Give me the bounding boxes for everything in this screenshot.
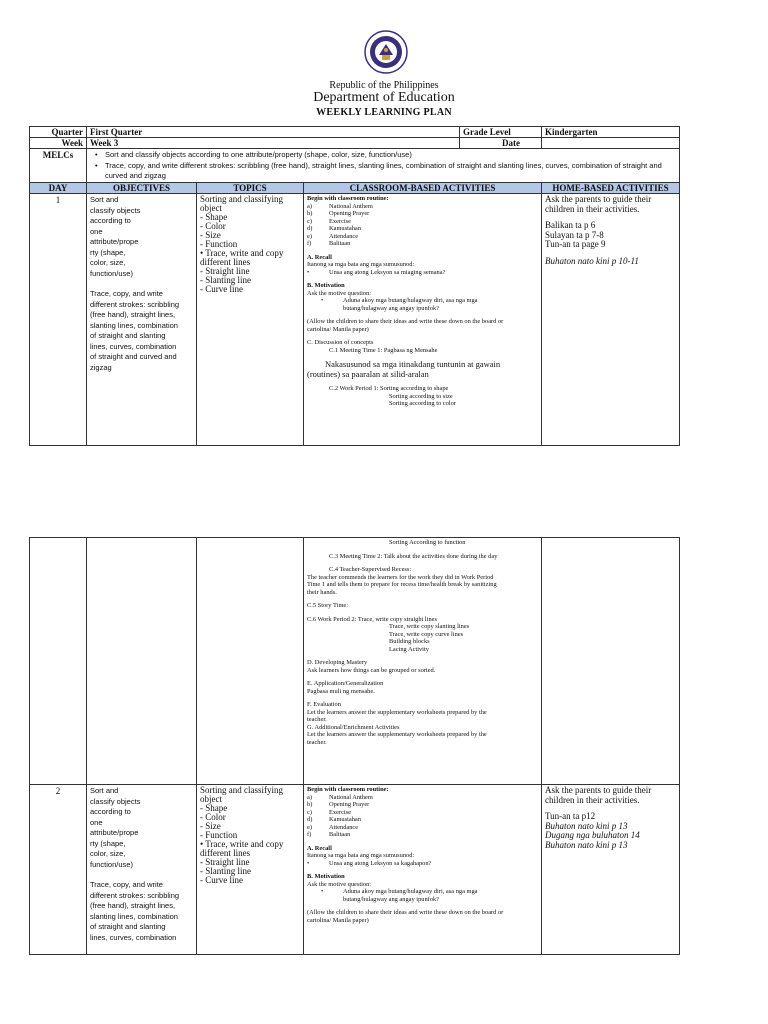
quarter-label: Quarter bbox=[30, 127, 87, 138]
day1-number: 1 bbox=[30, 194, 87, 446]
melcs-label: MELCs bbox=[30, 149, 87, 183]
week-value-cell bbox=[87, 138, 542, 149]
melcs-cell bbox=[87, 149, 680, 183]
melc-item: • Trace, copy, and write different strokes: scribbling (free hand), straight lines, slanting lines, combination of straight and slanting lines, curves, combination of straight and curved and zigzag bbox=[105, 161, 679, 182]
day1-topics: Sorting and classifying object - Shape - Color - Size - Function • Trace, write and copy different lines - Straight line - Slanting line - Curve line bbox=[197, 194, 304, 446]
quarter-value: First Quarter bbox=[90, 127, 143, 137]
day1-classroom-activities: Begin with classroom routine: a) National Anthem b) Opening Prayer c) Exercise d) Kamustahan e) Attendance f) Balitaan A. Recall Itanong sa mga bata ang mga sumusunod: • Unsa ang atong Leksyon sa miaging semana? B. Motivation Ask the motive question: • Aduna akoy mga butang/hulagway diri, asa nga mga butang/hulagway ang angay ipunfok? (Allow the children to share their ideas and write these down on the board or cartolina/ Manila paper) C. Discussion of concepts C.1 Meeting Time 1: Pagbasa ng Mensahe Nakasusunod sa mga itinakdang tuntunin at gawain (routines) sa paaralan at silid-aralan C.2 Work Period 1: Sorting according to shape Sorting according to size Sorting according to color bbox=[304, 194, 542, 446]
blank-objectives-cell bbox=[87, 538, 197, 785]
day1-row bbox=[30, 194, 680, 446]
day2-home-activities: Ask the parents to guide their children in their activities. Tun-an ta p12 Buhaton nato kini p 13 Dugang nga buluhaton 14 Buhaton nato kini p 13 bbox=[542, 785, 680, 955]
quarter-value-cell bbox=[87, 127, 542, 138]
department-heading: Department of Education bbox=[313, 90, 455, 105]
grade-label: Grade Level bbox=[459, 127, 523, 137]
week-row bbox=[30, 138, 680, 149]
week-value: Week 3 bbox=[90, 138, 119, 148]
column-header-row bbox=[30, 183, 680, 194]
day2-row bbox=[30, 785, 680, 955]
day1-continued-row bbox=[30, 538, 680, 785]
day2-number: 2 bbox=[30, 785, 87, 955]
plan-title: WEEKLY LEARNING PLAN bbox=[316, 107, 452, 118]
blank-topics-cell bbox=[197, 538, 304, 785]
day1-objectives: Sort and classify objects according to one attribute/prope rty (shape, color, size, function/use) Trace, copy, and write different strokes: scribbling (free hand), straight lines, slanting lines, combination of straight and slanting lines, curves, combination of straight and curved and zigzag bbox=[87, 194, 197, 446]
day2-objectives: Sort and classify objects according to one attribute/prope rty (shape, color, size, function/use) Trace, copy, and write different strokes: scribbling (free hand), straight lines, slanting lines, combination of straight and slanting lines, curves, combination bbox=[87, 785, 197, 955]
weekly-plan-table-page1 bbox=[29, 126, 680, 446]
day2-classroom-activities: Begin with classroom routine: a) National Anthem b) Opening Prayer c) Exercise d) Kamustahan e) Attendance f) Balitaan A. Recall Itanong sa mga bata ang mga sumusunod: • Unsa ang atong Leksyon sa kagahapon? B. Motivation Ask the motive question: • Aduna akoy mga butang/hulagway diri, asa nga mga butang/hulagway ang angay ipunfok? (Allow the children to share their ideas and write these down on the board or cartolina/ Manila paper) bbox=[304, 785, 542, 955]
date-label: Date bbox=[459, 138, 523, 148]
col-day: DAY bbox=[30, 183, 87, 194]
blank-day-cell bbox=[30, 538, 87, 785]
deped-seal-logo bbox=[364, 30, 408, 74]
week-label: Week bbox=[30, 138, 87, 149]
date-value bbox=[542, 138, 680, 149]
col-home: HOME-BASED ACTIVITIES bbox=[542, 183, 680, 194]
quarter-row bbox=[30, 127, 680, 138]
col-classroom: CLASSROOM-BASED ACTIVITIES bbox=[304, 183, 542, 194]
col-topics: TOPICS bbox=[197, 183, 304, 194]
grade-value: Kindergarten bbox=[542, 127, 680, 138]
melcs-row bbox=[30, 149, 680, 183]
day1-home-activities: Ask the parents to guide their children in their activities. Balikan ta p 6 Sulayan ta p 7-8 Tun-an ta page 9 Buhaton nato kini p 10-11 bbox=[542, 194, 680, 446]
col-objectives: OBJECTIVES bbox=[87, 183, 197, 194]
day1-continued-activities: Sorting According to function C.3 Meeting Time 2: Talk about the activities done during the day C.4 Teacher-Supervised Recess: The teacher commends the learners for the work they did in Work Period Time 1 and tells them to prepare for recess time/health break by sanitizing their hands. C.5 Story Time: C.6 Work Period 2: Trace, write copy straight lines Trace, write copy slanting lines Trace, write copy curve lines Building blocks Lacing Activity D. Developing Mastery Ask learners how things can be grouped or sorted. E. Application/Generalization Pagbasa muli ng mensahe. F. Evaluation Let the learners answer the supplementary worksheets prepared by the teacher. G. Additional/Enrichment Activities Let the learners answer the supplementary worksheets prepared by the teacher. bbox=[304, 538, 542, 785]
day2-topics: Sorting and classifying object - Shape - Color - Size - Function • Trace, write and copy different lines - Straight line - Slanting line - Curve line bbox=[197, 785, 304, 955]
melc-item: • Sort and classify objects according to one attribute/property (shape, color, size, function/use) bbox=[105, 150, 679, 161]
blank-home-cell bbox=[542, 538, 680, 785]
weekly-plan-table-page2 bbox=[29, 537, 680, 955]
republic-heading: Republic of the Philippines bbox=[329, 80, 439, 91]
